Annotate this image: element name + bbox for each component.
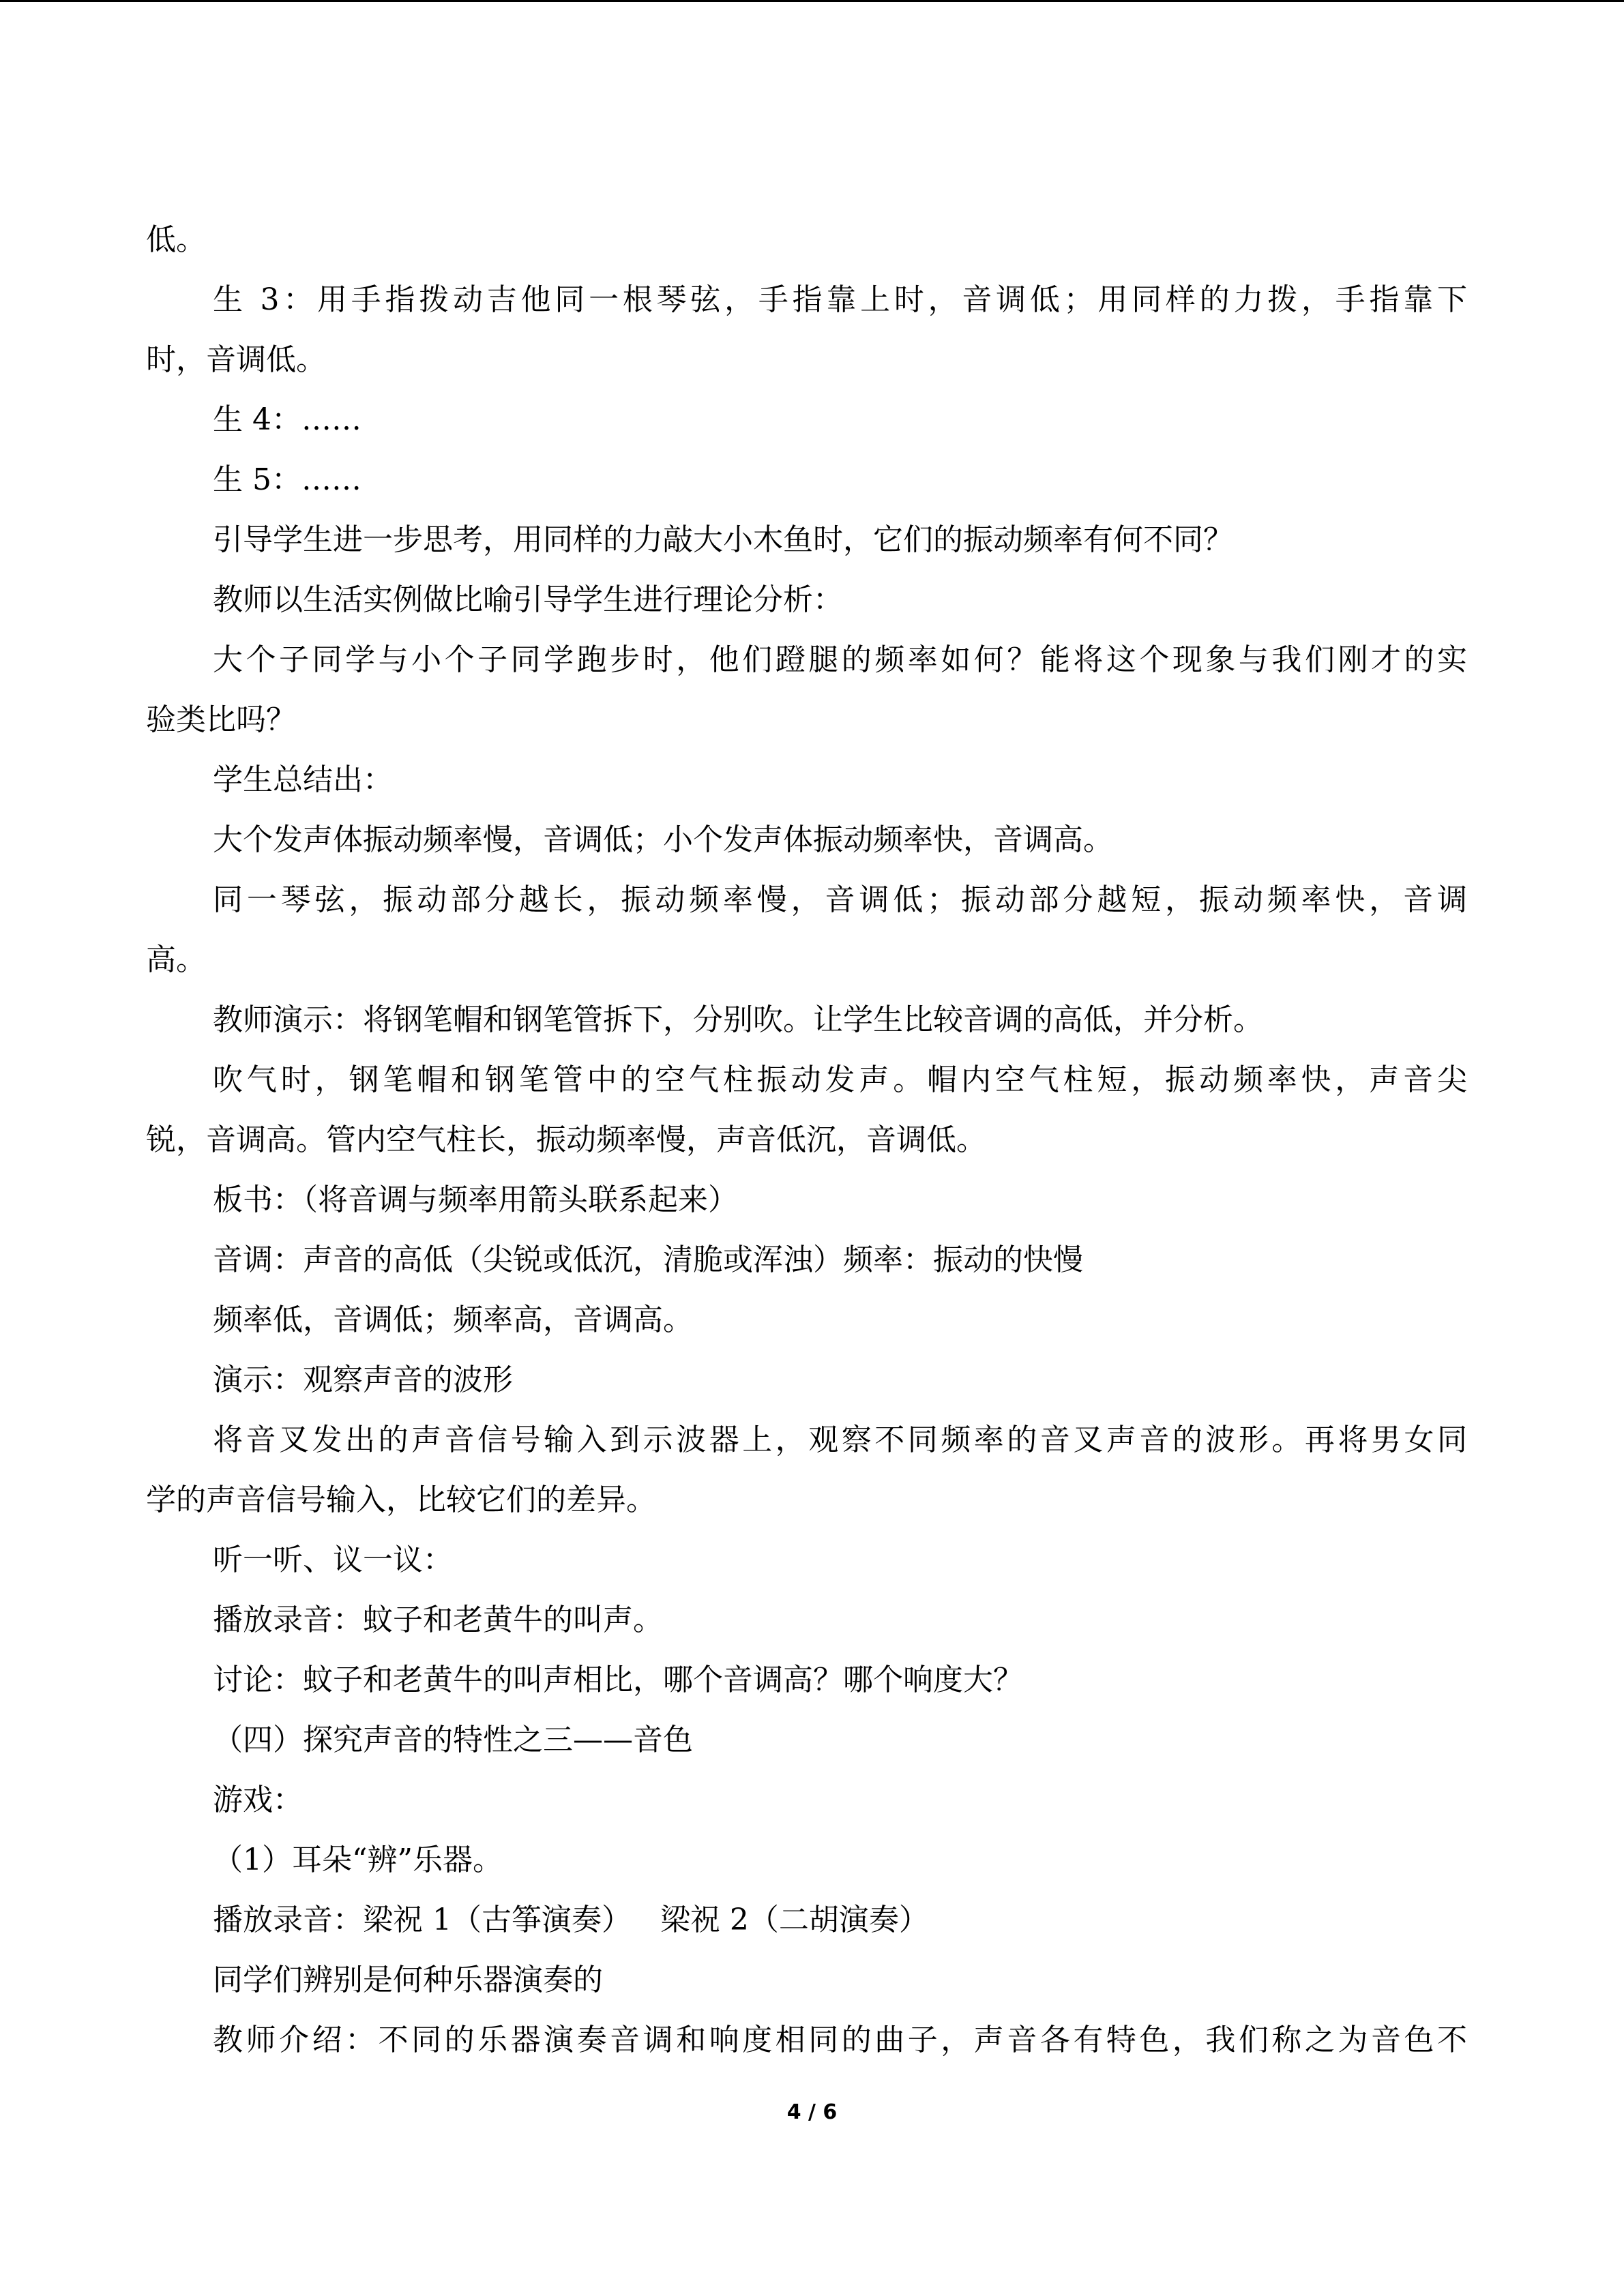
paragraph-line: 同一琴弦，振动部分越长，振动频率慢，音调低；振动部分越短，振动频率快，音调: [213, 882, 1467, 917]
paragraph-line: 播放录音：蚊子和老黄牛的叫声。: [213, 1602, 663, 1637]
paragraph-line: 大个子同学与小个子同学跑步时，他们蹬腿的频率如何？能将这个现象与我们刚才的实: [213, 642, 1467, 677]
paragraph-line: 演示：观察声音的波形: [213, 1362, 513, 1397]
paragraph-line: 生 3：用手指拨动吉他同一根琴弦，手指靠上时，音调低；用同样的力拨，手指靠下: [213, 282, 1467, 317]
paragraph-line: 锐，音调高。管内空气柱长，振动频率慢，声音低沉，音调低。: [146, 1122, 986, 1157]
paragraph-line: 验类比吗？: [146, 702, 296, 737]
paragraph-line: 低。: [146, 222, 206, 257]
paragraph-line: 游戏：: [213, 1783, 303, 1817]
paragraph-line: 将音叉发出的声音信号输入到示波器上，观察不同频率的音叉声音的波形。再将男女同: [213, 1422, 1467, 1457]
paragraph-line: 同学们辨别是何种乐器演奏的: [213, 1963, 603, 1997]
paragraph-line: 吹气时，钢笔帽和钢笔管中的空气柱振动发声。帽内空气柱短，振动频率快，声音尖: [213, 1062, 1467, 1097]
paragraph-line: 听一听、议一议：: [213, 1542, 453, 1577]
paragraph-line: 时，音调低。: [146, 342, 326, 377]
paragraph-line: 教师以生活实例做比喻引导学生进行理论分析：: [213, 582, 843, 617]
paragraph-line: 教师介绍：不同的乐器演奏音调和响度相同的曲子，声音各有特色，我们称之为音色不: [213, 2023, 1467, 2057]
paragraph-line: 播放录音：梁祝 1（古筝演奏） 梁祝 2（二胡演奏）: [213, 1903, 929, 1937]
paragraph-line: 讨论：蚊子和老黄牛的叫声相比，哪个音调高？哪个响度大？: [213, 1663, 1023, 1697]
top-border-line: [0, 0, 1624, 2]
document-body: [0, 210, 1624, 2070]
paragraph-line: 生 4：……: [213, 402, 361, 437]
paragraph-line: 学的声音信号输入，比较它们的差异。: [146, 1482, 656, 1517]
paragraph-line: 引导学生进一步思考，用同样的力敲大小木鱼时，它们的振动频率有何不同？: [213, 522, 1233, 557]
paragraph-line: 高。: [146, 942, 206, 977]
paragraph-line: 学生总结出：: [213, 762, 393, 797]
page-number: 4 / 6: [786, 2100, 838, 2124]
section-heading: （四）探究声音的特性之三——音色: [213, 1723, 693, 1757]
paragraph-line: 生 5：……: [213, 462, 361, 497]
paragraph-line: 大个发声体振动频率慢，音调低；小个发声体振动频率快，音调高。: [213, 822, 1113, 857]
paragraph-line: 板书：（将音调与频率用箭头联系起来）: [213, 1182, 738, 1217]
paragraph-line: 教师演示：将钢笔帽和钢笔管拆下，分别吹。让学生比较音调的高低，并分析。: [213, 1002, 1263, 1037]
paragraph-line: 频率低，音调低；频率高，音调高。: [213, 1302, 693, 1337]
paragraph-line: （1）耳朵“辨”乐器。: [213, 1843, 503, 1877]
paragraph-line: 音调：声音的高低（尖锐或低沉，清脆或浑浊）频率：振动的快慢: [213, 1242, 1083, 1277]
